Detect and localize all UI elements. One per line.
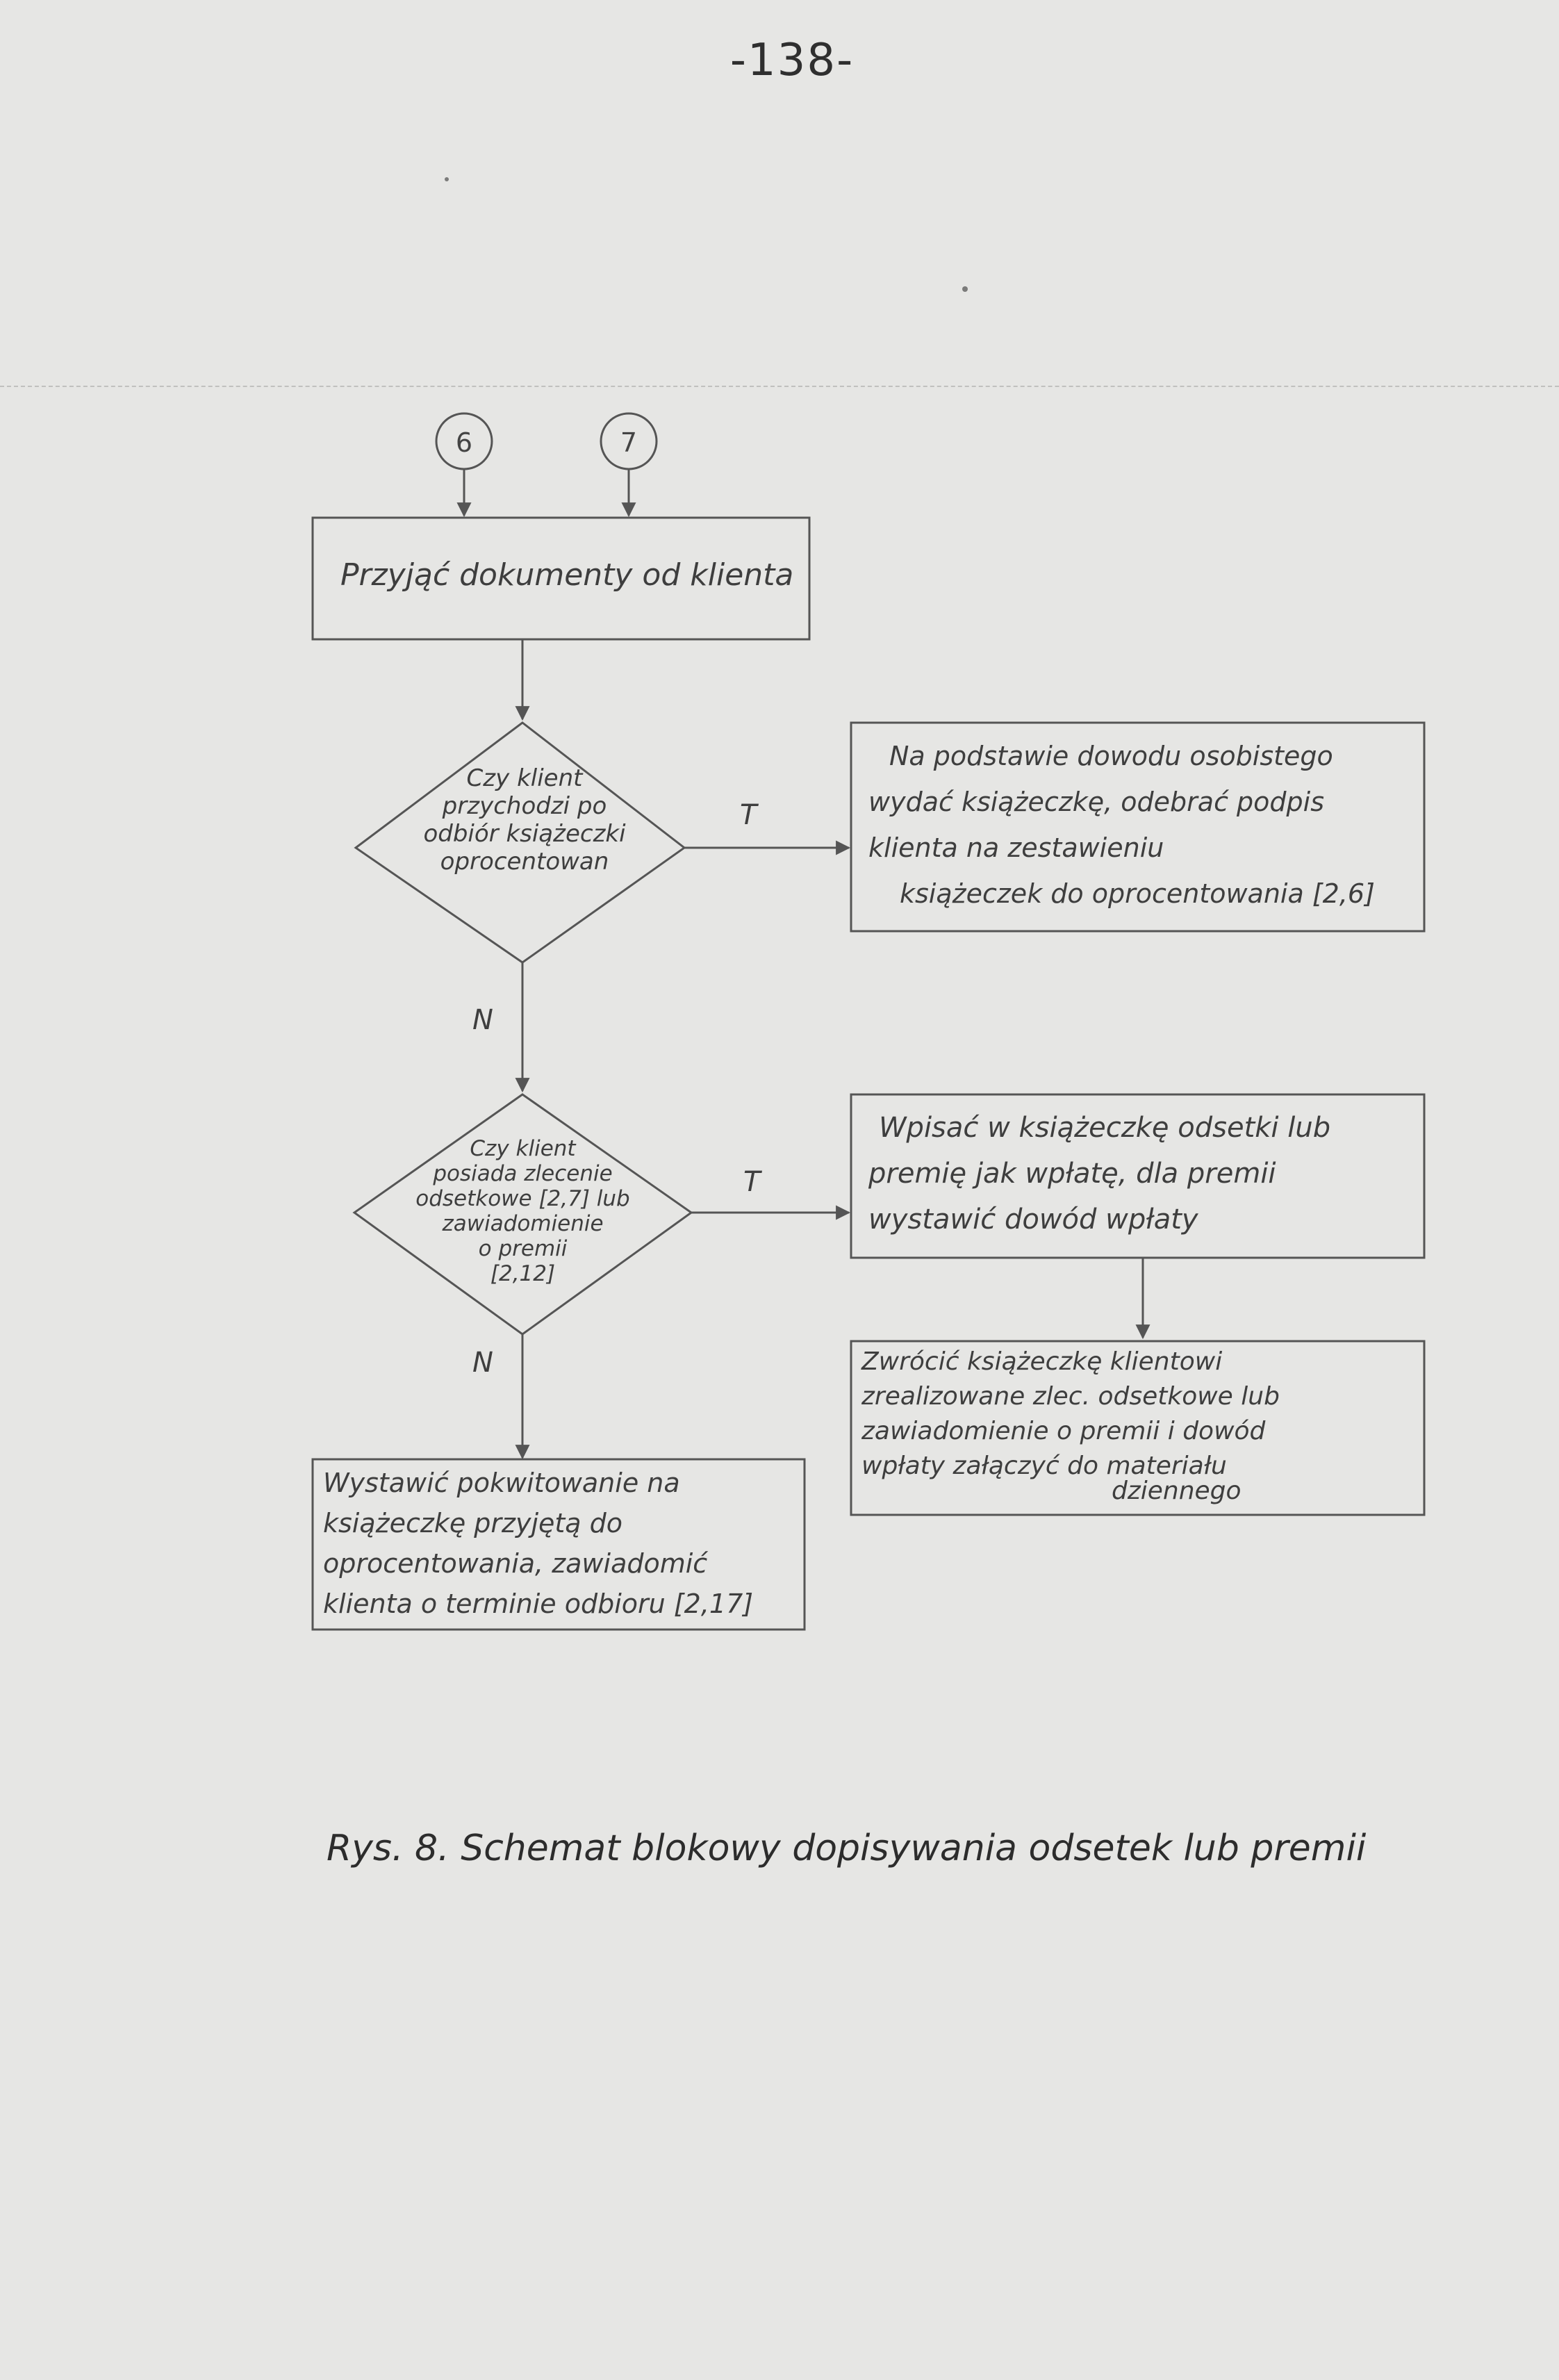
decision1-line: oprocentowan — [440, 848, 609, 876]
decision2-line: posiada zlecenie — [433, 1161, 613, 1186]
box-line: wydać książeczkę, odebrać podpis — [868, 787, 1325, 817]
box-receipt-text — [323, 1463, 802, 1624]
branch-yes-1: T — [740, 799, 757, 831]
decision1-line: Czy klient — [466, 764, 583, 792]
box-line: wpłaty załączyć do materiału — [861, 1452, 1227, 1480]
box-line: Wystawić pokwitowanie na — [323, 1468, 680, 1498]
box-line: książeczek do oprocentowania [2,6] — [900, 878, 1375, 909]
branch-yes-2: T — [743, 1166, 761, 1198]
connector-7-label: 7 — [620, 427, 638, 458]
box-line: książeczkę przyjętą do — [323, 1508, 623, 1538]
box-receive-documents-text: Przyjąć dokumenty od klienta — [340, 557, 794, 593]
branch-no-1: N — [472, 1004, 493, 1036]
decision2-text — [379, 1136, 667, 1286]
box-line: dziennego — [1112, 1477, 1242, 1505]
box-line: Wpisać w książeczkę odsetki lub — [879, 1112, 1331, 1144]
box-line: zawiadomienie o premii i dowód — [861, 1417, 1266, 1445]
branch-no-2: N — [472, 1347, 493, 1379]
box-line: wystawić dowód wpłaty — [868, 1204, 1198, 1236]
box-line: oprocentowania, zawiadomić — [323, 1548, 708, 1579]
ink-dot — [445, 177, 449, 181]
decision1-line: odbiór książeczki — [423, 820, 626, 848]
decision2-line: o premii — [478, 1236, 568, 1261]
decision1-text — [389, 764, 660, 876]
box-line: klienta o terminie odbioru [2,17] — [323, 1589, 754, 1619]
decision2-line: Czy klient — [470, 1136, 576, 1161]
decision2-line: odsetkowe [2,7] lub — [415, 1186, 630, 1211]
decision2-line: zawiadomienie — [442, 1211, 604, 1236]
box-line: zrealizowane zlec. odsetkowe lub — [861, 1382, 1280, 1411]
figure-caption: Rys. 8. Schemat blokowy dopisywania odsetek lub premii — [327, 1828, 1367, 1869]
box-line: Zwrócić książeczkę klientowi — [861, 1347, 1223, 1376]
page-number: -138- — [729, 35, 855, 86]
box-decision1-yes-text — [868, 733, 1417, 917]
box-line: premię jak wpłatę, dla premii — [868, 1158, 1276, 1190]
decision1-line: przychodzi po — [442, 792, 607, 820]
box-line: Na podstawie dowodu osobistego — [889, 741, 1333, 771]
decision2-line: [2,12] — [490, 1261, 556, 1286]
connector-6-label: 6 — [455, 427, 473, 458]
ink-dot — [962, 286, 968, 292]
box-return-text — [861, 1345, 1417, 1505]
box-line: klienta na zestawieniu — [868, 832, 1164, 863]
box-decision2-yes-text — [868, 1105, 1417, 1242]
